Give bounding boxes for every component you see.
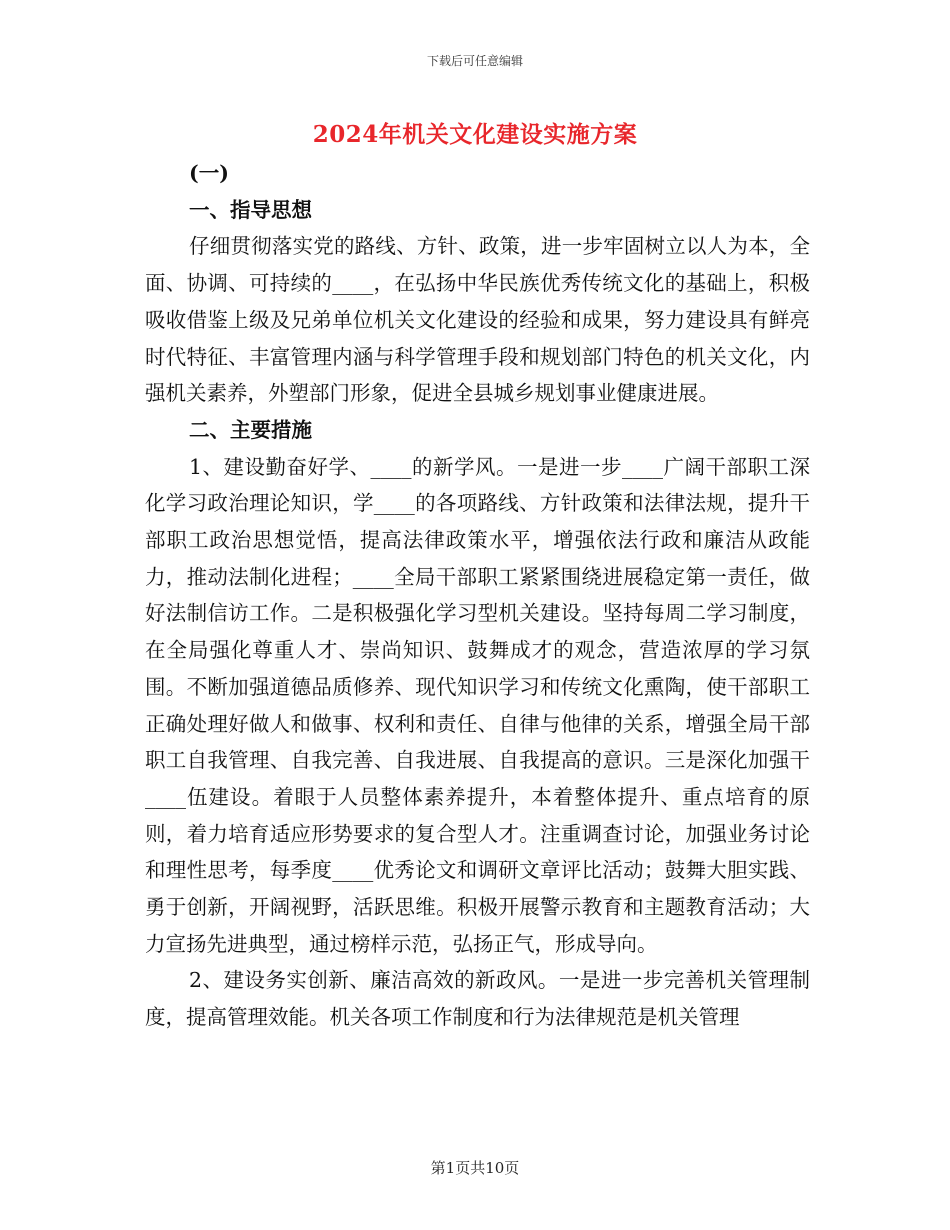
section-paragraph-guiding-ideology: 仔细贯彻落实党的路线、方针、政策，进一步牢固树立以人为本，全面、协调、可持续的____，在弘扬中华民族优秀传统文化的基础上，积极吸收借鉴上级及兄弟单位机关文化建设的经验和成果，努力建设具有鲜亮时代特征、丰富管理内涵与科学管理手段和规划部门特色的机关文化，内强机关素养，外塑部门形象，促进全县城乡规划事业健康进展。 — [145, 234, 810, 406]
section-heading-main-measures: 二、主要措施 — [189, 417, 312, 442]
document-title: 2024年机关文化建设实施方案 — [312, 121, 638, 148]
document-body — [145, 155, 810, 1036]
section-paragraph-government-style: 2、建设务实创新、廉洁高效的新政风。一是进一步完善机关管理制度，提高管理效能。机关各项工作制度和行为法律规范是机关管理 — [145, 968, 810, 1030]
page-number: 第1页共10页 — [430, 1159, 520, 1177]
section-paragraph-study-style: 1、建设勤奋好学、____的新学风。一是进一步____广阔干部职工深化学习政治理论知识，学____的各项路线、方针政策和法律法规，提升干部职工政治思想觉悟，提高法律政策水平，增强依法行政和廉洁从政能力，推动法制化进程；____全局干部职工紧紧围绕进展稳定第一责任，做好法制信访工作。二是积极强化学习型机关建设。坚持每周二学习制度，在全局强化尊重人才、崇尚知识、鼓舞成才的观念，营造浓厚的学习氛围。不断加强道德品质修养、现代知识学习和传统文化熏陶，使干部职工正确处理好做人和做事、权利和责任、自律与他律的关系，增强全局干部职工自我管理、自我完善、自我进展、自我提高的意识。三是深化加强干____伍建设。着眼于人员整体素养提升，本着整体提升、重点培育的原则，着力培育适应形势要求的复合型人才。注重调查讨论，加强业务讨论和理性思考，每季度____优秀论文和调研文章评比活动；鼓舞大胆实践、勇于创新，开阔视野，活跃思维。积极开展警示教育和主题教育活动；大力宣扬先进典型，通过榜样示范，弘扬正气，形成导向。 — [145, 454, 810, 956]
part-label: (一) — [189, 161, 229, 185]
page-header-note: 下载后可任意编辑 — [426, 54, 523, 68]
section-heading-guiding-ideology: 一、指导思想 — [189, 197, 312, 222]
